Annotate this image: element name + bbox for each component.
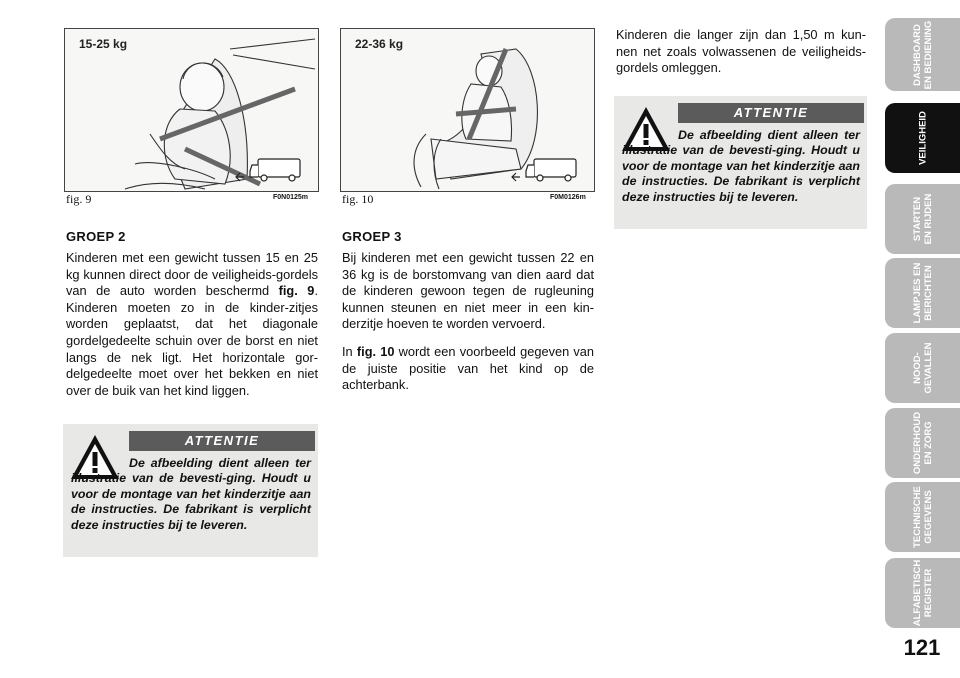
fig-10-reference: fig. 10: [356, 344, 395, 359]
warning-box: [63, 424, 318, 557]
page-number: 121: [903, 635, 941, 660]
figure-9: [64, 28, 319, 192]
col3-paragraph: Kinderen die langer zijn dan 1,50 m kun-nen net zoals volwassenen de veiligheids-gordels omleggen.: [616, 27, 866, 76]
warning-title: ATTENTIE: [129, 431, 315, 451]
tab-lampjes[interactable]: LAMPJES EN BERICHTEN: [885, 258, 960, 328]
tab-dashboard[interactable]: DASHBOARD EN BEDIENING: [885, 18, 960, 91]
group3-paragraph-1: Bij kinderen met een gewicht tussen 22 en 36 kg is de borstomvang van dien aard dat de kinderen gewoon tegen de rugleuning kunnen steunen en niet meer in een kin-derzitje hoeven te worden vervoerd.: [342, 250, 594, 332]
group3-paragraph-2: In fig. 10 wordt een voorbeeld gegeven van de juiste positie van het kind op de achterbank.: [342, 344, 595, 393]
tab-starten[interactable]: STARTEN EN RIJDEN: [885, 184, 960, 254]
group2-paragraph: Kinderen met een gewicht tussen 15 en 25 kg kunnen direct door de veiligheids-gordels van de auto worden beschermd fig. 9. Kinderen moeten zo in de kinder-zitjes worden geplaatst, dat het diagonale gordelgedeelte schuin over de borst en niet langs de nek ligt. Het horizontale gor-delgedeelte moet over het bekken en niet over de buik van het kind liggen.: [66, 250, 318, 398]
figure-10-caption: fig. 10: [342, 192, 374, 206]
figure-weight-label: 22-36 kg: [355, 37, 404, 51]
child-seat-illustration: [65, 29, 318, 191]
figure-9-code: F0N0125m: [273, 194, 309, 201]
warning-text: De afbeelding dient alleen ter illustratie van de bevesti-ging. Houdt u voor de montage van het kinderzitje aan de instructies. De fabrikant is verplicht deze instructies bij te leveren.: [622, 128, 860, 204]
figure-10-code: F0M0126m: [550, 194, 586, 201]
figure-weight-label: 15-25 kg: [79, 37, 128, 51]
warning-box: [614, 96, 867, 229]
tab-alfabetisch-register[interactable]: ALFABETISCH REGISTER: [885, 558, 960, 628]
figure-9-caption: fig. 9: [66, 192, 92, 206]
fig-9-reference: fig. 9: [278, 283, 315, 299]
group3-heading: GROEP 3: [342, 229, 402, 244]
child-on-seat-illustration: [341, 29, 594, 191]
figure-10: [340, 28, 595, 192]
tab-technische-gegevens[interactable]: TECHNISCHE GEGEVENS: [885, 482, 960, 552]
tab-onderhoud[interactable]: ONDERHOUD EN ZORG: [885, 408, 960, 478]
warning-title: ATTENTIE: [678, 103, 864, 123]
warning-text: De afbeelding dient alleen ter illustratie van de bevesti-ging. Houdt u voor de montage van het kinderzitje aan de instructies. De fabrikant is verplicht deze instructies bij te leveren.: [71, 456, 311, 532]
group2-heading: GROEP 2: [66, 229, 126, 244]
tab-noodgevallen[interactable]: NOOD- GEVALLEN: [885, 333, 960, 403]
tab-veiligheid[interactable]: VEILIGHEID: [885, 103, 960, 173]
